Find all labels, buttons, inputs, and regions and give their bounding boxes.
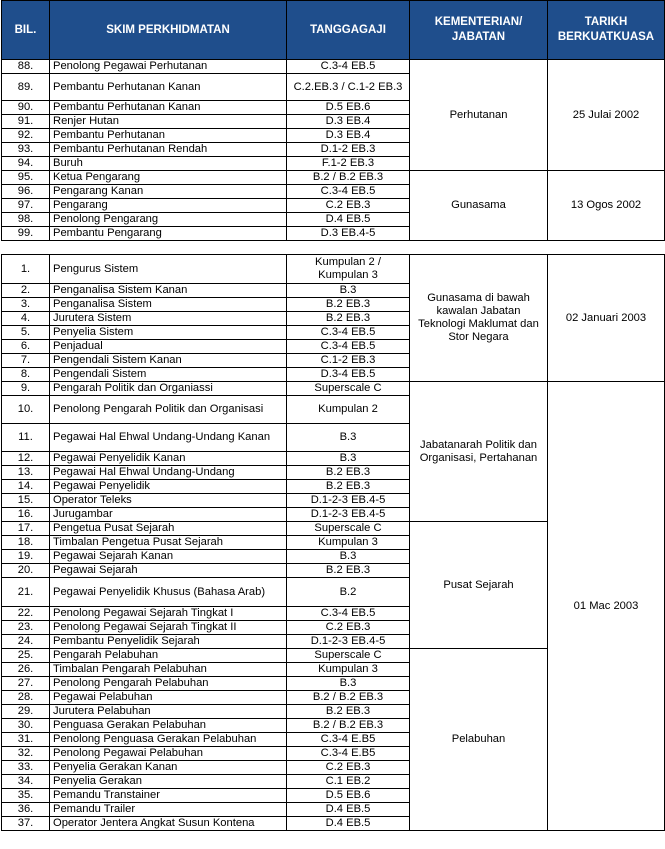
row-number: 23.: [2, 621, 50, 635]
scheme-name: Pengarang Kanan: [50, 185, 287, 199]
salary-grade: B.2 / B.2 EB.3: [287, 719, 410, 733]
salary-grade: D.4 EB.5: [287, 213, 410, 227]
scheme-name: Operator Jentera Angkat Susun Kontena: [50, 817, 287, 831]
salary-grade: D.3 EB.4: [287, 129, 410, 143]
scheme-name: Pengetua Pusat Sejarah: [50, 522, 287, 536]
row-number: 91.: [2, 115, 50, 129]
ministry-department: Gunasama: [410, 171, 548, 241]
header-tarikh: TARIKH BERKUATKUASA: [548, 1, 665, 60]
scheme-name: Penolong Pegawai Perhutanan: [50, 60, 287, 74]
salary-grade: D.4 EB.5: [287, 817, 410, 831]
salary-grade: D.4 EB.5: [287, 803, 410, 817]
scheme-name: Timbalan Pengarah Pelabuhan: [50, 663, 287, 677]
salary-grade: C.3-4 E.B5: [287, 733, 410, 747]
row-number: 90.: [2, 101, 50, 115]
salary-grade: B.3: [287, 284, 410, 298]
salary-grade: D.5 EB.6: [287, 101, 410, 115]
header-bil: BIL.: [2, 1, 50, 60]
salary-grade: C.2 EB.3: [287, 621, 410, 635]
scheme-name: Pegawai Penyelidik Kanan: [50, 452, 287, 466]
salary-grade: B.3: [287, 550, 410, 564]
row-number: 88.: [2, 60, 50, 74]
scheme-name: Buruh: [50, 157, 287, 171]
scheme-name: Pegawai Hal Ehwal Undang-Undang Kanan: [50, 424, 287, 452]
header-skim: SKIM PERKHIDMATAN: [50, 1, 287, 60]
scheme-name: Pengendali Sistem Kanan: [50, 354, 287, 368]
row-number: 33.: [2, 761, 50, 775]
salary-grade: Kumpulan 2 / Kumpulan 3: [287, 255, 410, 284]
scheme-name: Penganalisa Sistem Kanan: [50, 284, 287, 298]
row-number: 30.: [2, 719, 50, 733]
salary-grade: C.2 EB.3: [287, 199, 410, 213]
ministry-department: Pelabuhan: [410, 649, 548, 831]
salary-grade: Superscale C: [287, 649, 410, 663]
row-number: 95.: [2, 171, 50, 185]
ministry-department: Perhutanan: [410, 60, 548, 171]
row-number: 34.: [2, 775, 50, 789]
scheme-name: Pegawai Pelabuhan: [50, 691, 287, 705]
scheme-name: Penyelia Gerakan: [50, 775, 287, 789]
effective-date: 13 Ogos 2002: [548, 171, 665, 241]
row-number: 25.: [2, 649, 50, 663]
scheme-table: [1, 0, 665, 831]
row-number: 2.: [2, 284, 50, 298]
salary-grade: C.2.EB.3 / C.1-2 EB.3: [287, 74, 410, 101]
salary-grade: F.1-2 EB.3: [287, 157, 410, 171]
salary-grade: D.3-4 EB.5: [287, 368, 410, 382]
effective-date: 02 Januari 2003: [548, 255, 665, 382]
scheme-name: Pengarah Pelabuhan: [50, 649, 287, 663]
salary-grade: B.2 / B.2 EB.3: [287, 171, 410, 185]
row-number: 1.: [2, 255, 50, 284]
salary-grade: B.2: [287, 578, 410, 607]
scheme-name: Penjadual: [50, 340, 287, 354]
salary-grade: C.3-4 EB.5: [287, 60, 410, 74]
row-number: 31.: [2, 733, 50, 747]
scheme-name: Pembantu Perhutanan Kanan: [50, 74, 287, 101]
row-number: 97.: [2, 199, 50, 213]
row-number: 21.: [2, 578, 50, 607]
salary-grade: Superscale C: [287, 382, 410, 396]
scheme-name: Pemandu Trailer: [50, 803, 287, 817]
scheme-name: Pengarang: [50, 199, 287, 213]
salary-grade: Kumpulan 3: [287, 663, 410, 677]
scheme-name: Penguasa Gerakan Pelabuhan: [50, 719, 287, 733]
effective-date: 25 Julai 2002: [548, 60, 665, 171]
scheme-name: Pembantu Penyelidik Sejarah: [50, 635, 287, 649]
section-gap: [2, 241, 665, 255]
salary-grade: D.3 EB.4-5: [287, 227, 410, 241]
scheme-name: Ketua Pengarang: [50, 171, 287, 185]
salary-grade: Kumpulan 2: [287, 396, 410, 424]
salary-grade: B.3: [287, 424, 410, 452]
salary-grade: Superscale C: [287, 522, 410, 536]
scheme-name: Jurutera Pelabuhan: [50, 705, 287, 719]
scheme-name: Penolong Pengarang: [50, 213, 287, 227]
salary-grade: D.1-2-3 EB.4-5: [287, 635, 410, 649]
row-number: 3.: [2, 298, 50, 312]
salary-grade: C.3-4 EB.5: [287, 607, 410, 621]
row-number: 4.: [2, 312, 50, 326]
scheme-name: Pembantu Perhutanan: [50, 129, 287, 143]
scheme-name: Jurutera Sistem: [50, 312, 287, 326]
row-number: 99.: [2, 227, 50, 241]
scheme-name: Penolong Pegawai Pelabuhan: [50, 747, 287, 761]
salary-grade: D.3 EB.4: [287, 115, 410, 129]
scheme-name: Pegawai Sejarah: [50, 564, 287, 578]
salary-grade: B.2 EB.3: [287, 466, 410, 480]
row-number: 10.: [2, 396, 50, 424]
salary-grade: B.2 EB.3: [287, 480, 410, 494]
scheme-name: Pembantu Perhutanan Kanan: [50, 101, 287, 115]
scheme-name: Penyelia Sistem: [50, 326, 287, 340]
salary-grade: B.2 EB.3: [287, 705, 410, 719]
row-number: 7.: [2, 354, 50, 368]
row-number: 16.: [2, 508, 50, 522]
scheme-name: Pengurus Sistem: [50, 255, 287, 284]
scheme-name: Penolong Pegawai Sejarah Tingkat II: [50, 621, 287, 635]
row-number: 92.: [2, 129, 50, 143]
salary-grade: C.2 EB.3: [287, 761, 410, 775]
row-number: 29.: [2, 705, 50, 719]
salary-grade: D.1-2-3 EB.4-5: [287, 494, 410, 508]
salary-grade: C.3-4 EB.5: [287, 326, 410, 340]
salary-grade: D.1-2-3 EB.4-5: [287, 508, 410, 522]
scheme-name: Jurugambar: [50, 508, 287, 522]
row-number: 36.: [2, 803, 50, 817]
row-number: 17.: [2, 522, 50, 536]
scheme-name: Pengarah Politik dan Organiassi: [50, 382, 287, 396]
row-number: 19.: [2, 550, 50, 564]
row-number: 8.: [2, 368, 50, 382]
salary-grade: C.1-2 EB.3: [287, 354, 410, 368]
ministry-department: Gunasama di bawah kawalan Jabatan Teknologi Maklumat dan Stor Negara: [410, 255, 548, 382]
row-number: 94.: [2, 157, 50, 171]
salary-grade: B.2 / B.2 EB.3: [287, 691, 410, 705]
row-number: 12.: [2, 452, 50, 466]
scheme-name: Pegawai Penyelidik Khusus (Bahasa Arab): [50, 578, 287, 607]
row-number: 26.: [2, 663, 50, 677]
row-number: 6.: [2, 340, 50, 354]
salary-grade: B.2 EB.3: [287, 564, 410, 578]
header-tanggagaji: TANGGAGAJI: [287, 1, 410, 60]
header-row: [2, 1, 665, 60]
scheme-name: Timbalan Pengetua Pusat Sejarah: [50, 536, 287, 550]
row-number: 98.: [2, 213, 50, 227]
row-number: 37.: [2, 817, 50, 831]
row-number: 5.: [2, 326, 50, 340]
row-number: 27.: [2, 677, 50, 691]
row-number: 22.: [2, 607, 50, 621]
scheme-name: Penganalisa Sistem: [50, 298, 287, 312]
row-number: 28.: [2, 691, 50, 705]
row-number: 20.: [2, 564, 50, 578]
row-number: 11.: [2, 424, 50, 452]
scheme-name: Penolong Penguasa Gerakan Pelabuhan: [50, 733, 287, 747]
salary-grade: Kumpulan 3: [287, 536, 410, 550]
row-number: 96.: [2, 185, 50, 199]
row-number: 9.: [2, 382, 50, 396]
row-number: 35.: [2, 789, 50, 803]
row-number: 32.: [2, 747, 50, 761]
salary-grade: B.3: [287, 677, 410, 691]
salary-grade: B.2 EB.3: [287, 298, 410, 312]
section-gap-cell: [2, 241, 665, 255]
salary-grade: D.5 EB.6: [287, 789, 410, 803]
row-number: 24.: [2, 635, 50, 649]
salary-grade: D.1-2 EB.3: [287, 143, 410, 157]
scheme-name: Operator Teleks: [50, 494, 287, 508]
table-row: [2, 382, 665, 396]
scheme-name: Pegawai Hal Ehwal Undang-Undang: [50, 466, 287, 480]
table-body: [2, 60, 665, 831]
salary-grade: C.3-4 EB.5: [287, 185, 410, 199]
ministry-department: Pusat Sejarah: [410, 522, 548, 649]
scheme-name: Penolong Pengarah Politik dan Organisasi: [50, 396, 287, 424]
scheme-name: Pengendali Sistem: [50, 368, 287, 382]
scheme-name: Penolong Pegawai Sejarah Tingkat I: [50, 607, 287, 621]
salary-grade: C.3-4 EB.5: [287, 340, 410, 354]
table-row: [2, 60, 665, 74]
scheme-name: Pegawai Sejarah Kanan: [50, 550, 287, 564]
scheme-name: Pembantu Perhutanan Rendah: [50, 143, 287, 157]
table-row: [2, 255, 665, 284]
salary-grade: B.3: [287, 452, 410, 466]
header-kementerian: KEMENTERIAN/ JABATAN: [410, 1, 548, 60]
effective-date: 01 Mac 2003: [548, 382, 665, 831]
salary-grade: B.2 EB.3: [287, 312, 410, 326]
row-number: 15.: [2, 494, 50, 508]
row-number: 93.: [2, 143, 50, 157]
scheme-name: Pemandu Transtainer: [50, 789, 287, 803]
scheme-name: Pegawai Penyelidik: [50, 480, 287, 494]
row-number: 89.: [2, 74, 50, 101]
ministry-department: Jabatanarah Politik dan Organisasi, Pertahanan: [410, 382, 548, 522]
salary-grade: C.1 EB.2: [287, 775, 410, 789]
row-number: 13.: [2, 466, 50, 480]
scheme-name: Renjer Hutan: [50, 115, 287, 129]
table-row: [2, 171, 665, 185]
scheme-name: Penyelia Gerakan Kanan: [50, 761, 287, 775]
scheme-name: Penolong Pengarah Pelabuhan: [50, 677, 287, 691]
salary-grade: C.3-4 E.B5: [287, 747, 410, 761]
scheme-name: Pembantu Pengarang: [50, 227, 287, 241]
row-number: 18.: [2, 536, 50, 550]
row-number: 14.: [2, 480, 50, 494]
